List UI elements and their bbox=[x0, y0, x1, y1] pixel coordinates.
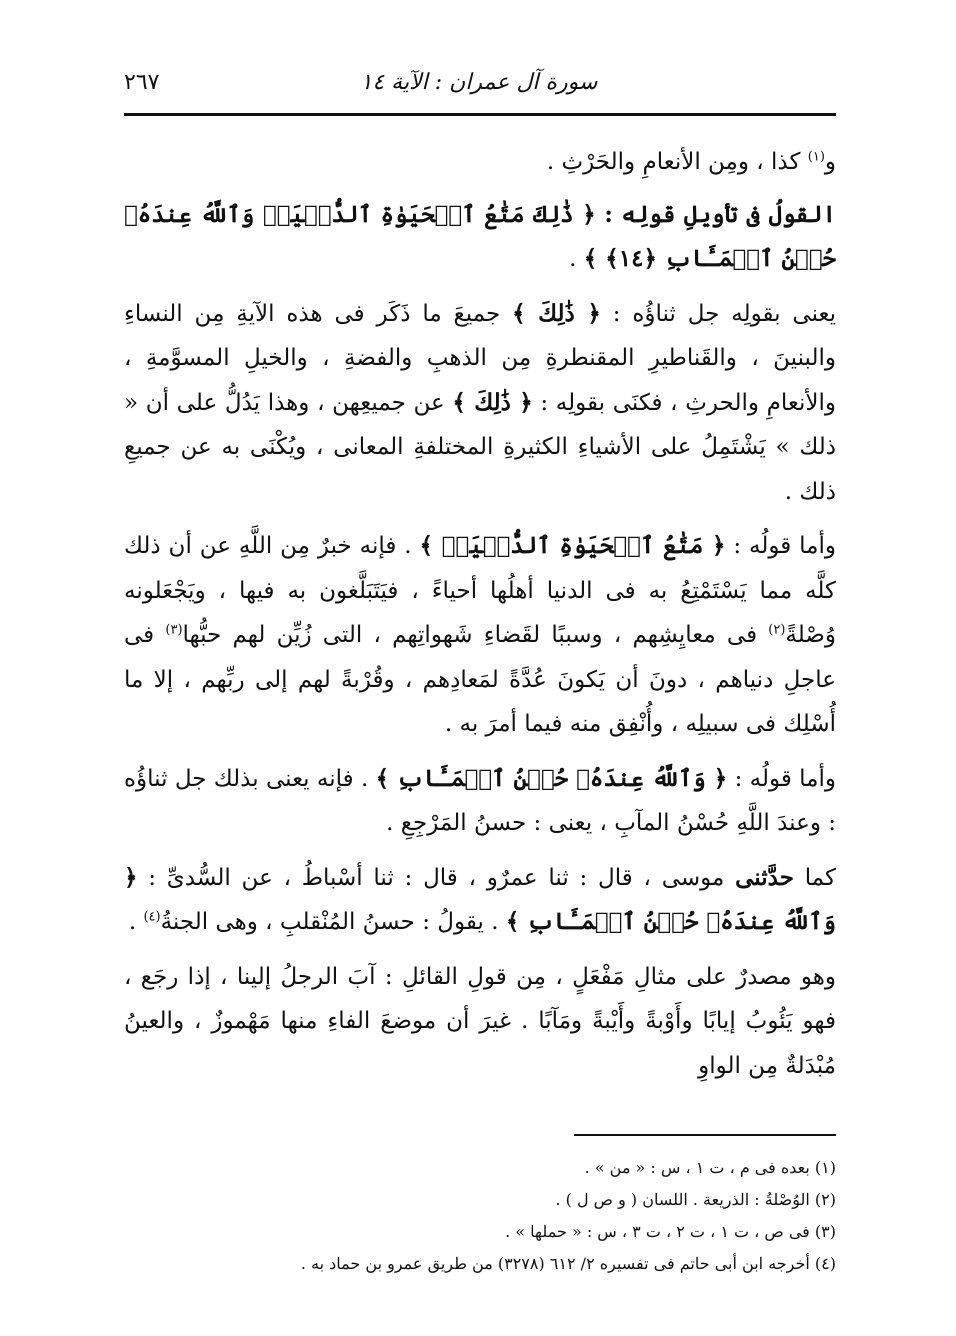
page-number: ٢٦٧ bbox=[124, 70, 160, 95]
p1-prefix: و bbox=[824, 149, 836, 175]
p6-text-2: موسى ، قال : ثنا عمرٌو ، قال : ثنا أسْباطُ ، عن السُّدىِّ : bbox=[137, 864, 736, 891]
p6-text-3: . يقولُ : حسنُ المُنْقلبِ ، وهى الجنةُ bbox=[160, 909, 506, 935]
footnote-ref-2: (٢) bbox=[768, 622, 786, 638]
p4-text-3: فى معايِشِهم ، وسببًا لقَضاءِ شَهواتِهم ، التى زُيِّن لهم حبُّها bbox=[182, 622, 769, 648]
section-heading: القولُ فى تأويلِ قولِه : bbox=[604, 200, 836, 228]
header-rule bbox=[124, 113, 836, 116]
p6-bold: حدَّثنى bbox=[735, 863, 794, 891]
p6-text-4: . bbox=[128, 909, 144, 935]
footnote-ref-3: (٣) bbox=[165, 622, 183, 638]
footnote-2: (٢) الوُصْلةُ : الذريعة . اللسان ( و ص ل ) . bbox=[555, 1190, 836, 1209]
paragraph-5 bbox=[124, 757, 836, 846]
p5-text-2: . فإنه يعنى بذلك جل ثناؤُه : وعندَ اللَّهِ حُسْنُ المآبِ ، يعنى : حسنُ المَرْجِعِ . bbox=[124, 765, 836, 836]
p3-quran-2: ﴿ ذَٰلِكَ ﴾ bbox=[452, 388, 533, 416]
p3-text-3: عن جميعِهن ، وهذا يَدُلُّ على أن « ذلك » يَشْتَمِلُ على الأشياءِ الكثيرةِ المختلفةِ المعانى ، ويُكْنَى به عن جميعِ ذلك . bbox=[124, 389, 836, 505]
paragraph-7 bbox=[124, 955, 836, 1089]
paragraph-1 bbox=[124, 140, 836, 185]
footnote-3: (٣) فى ص ، ت ١ ، ت ٢ ، ت ٣ ، س : « حملها » . bbox=[505, 1222, 836, 1241]
paragraph-4 bbox=[124, 524, 836, 747]
p5-text-1: وأما قولُه : bbox=[727, 765, 836, 792]
footnotes bbox=[124, 1152, 836, 1280]
p3-text-2: جميعَ ما ذَكَر فى هذه الآيةِ مِن النساءِ والبنينَ ، والقَناطيرِ المقنطرةِ مِن الذهبِ والفضةِ ، والخيلِ المسوَّمةِ ، والأنعامِ والحرثِ ، فكنَى بقولِه : bbox=[124, 300, 836, 416]
footnote-ref-1: (١) bbox=[807, 149, 825, 165]
p1-text: كذا ، ومِن الأنعامِ والحَرْثِ . bbox=[546, 149, 808, 175]
p6-text-1: كما bbox=[793, 864, 836, 891]
footnote-4: (٤) أخرجه ابن أبى حاتم فى تفسيره ٢/ ٦١٢ (٣٢٧٨) من طريق عمرو بن حماد به . bbox=[300, 1254, 836, 1273]
footnote-rule bbox=[574, 1134, 836, 1136]
main-text bbox=[124, 140, 836, 1098]
p4-text-4: فى عاجلِ دنياهم ، دونَ أن يَكونَ عُدَّةً لمَعادِهم ، وقُرْبةً لهم إلى ربِّهم ، إلا ما أُسْلِك فى سبيلِه ، وأُنْفِق منه فيما أمرَ به . bbox=[124, 622, 836, 737]
p7-text: وهو مصدرٌ على مثالِ مَفْعَلٍ ، مِن قولِ القائلِ : آبَ الرجلُ إلينا ، إذا رجَع ، فهو يَئُوبُ إيابًا وأَوْبةً وأَيْبةً ومَآبًا . غيرَ أن موضعَ الفاءِ منها مَهْموزٌ ، والعينُ مُبْدَلةٌ مِن الواوِ bbox=[124, 963, 836, 1079]
paragraph-2 bbox=[124, 193, 836, 282]
p2-tail: . bbox=[569, 246, 584, 272]
page-header bbox=[124, 60, 834, 104]
paragraph-3 bbox=[124, 292, 836, 515]
p6-quran-1: ﴿ وَٱللَّهُ عِندَهُۥ حُسۡنُ ٱلۡمَـَٔابِ ﴾ bbox=[124, 863, 836, 935]
paragraph-6 bbox=[124, 856, 836, 945]
p4-quran-1: ﴿ مَتَٰعُ ٱلۡحَيَوٰةِ ٱلدُّنۡيَاۖ ﴾ bbox=[419, 532, 726, 559]
footnote-1: (١) بعده فى م ، ت ١ ، س : « من » . bbox=[584, 1158, 836, 1177]
p3-quran-1: ﴿ ذَٰلِكَ ﴾ bbox=[512, 299, 601, 327]
p5-quran-1: ﴿ وَٱللَّهُ عِندَهُۥ حُسۡنُ ٱلۡمَـَٔابِ ﴾ bbox=[375, 764, 728, 792]
quran-verse: ﴿ ذَٰلِكَ مَتَٰعُ ٱلۡحَيَوٰةِ ٱلدُّنۡيَاۖ وَٱللَّهُ عِندَهُۥ حُسۡنُ ٱلۡمَـَٔابِ ﴿١٤﴾ ﴾ bbox=[124, 200, 836, 272]
p4-text-2: . فإنه خبرٌ مِن اللَّهِ عن أن ذلك كلَّه مما يَسْتَمْتِعُ به فى الدنيا أهلُها أحياءً ، فيَتَبَلَّغون به فيها ، ويَجْعَلونه وُصْلةً bbox=[124, 533, 837, 648]
footnote-ref-4: (٤) bbox=[143, 909, 161, 925]
p4-text-1: وأما قولُه : bbox=[725, 533, 837, 559]
p3-text-1: يعنى بقولِه جل ثناؤُه : bbox=[600, 300, 837, 327]
running-title: سورة آل عمران : الآية ١٤ bbox=[360, 70, 598, 95]
